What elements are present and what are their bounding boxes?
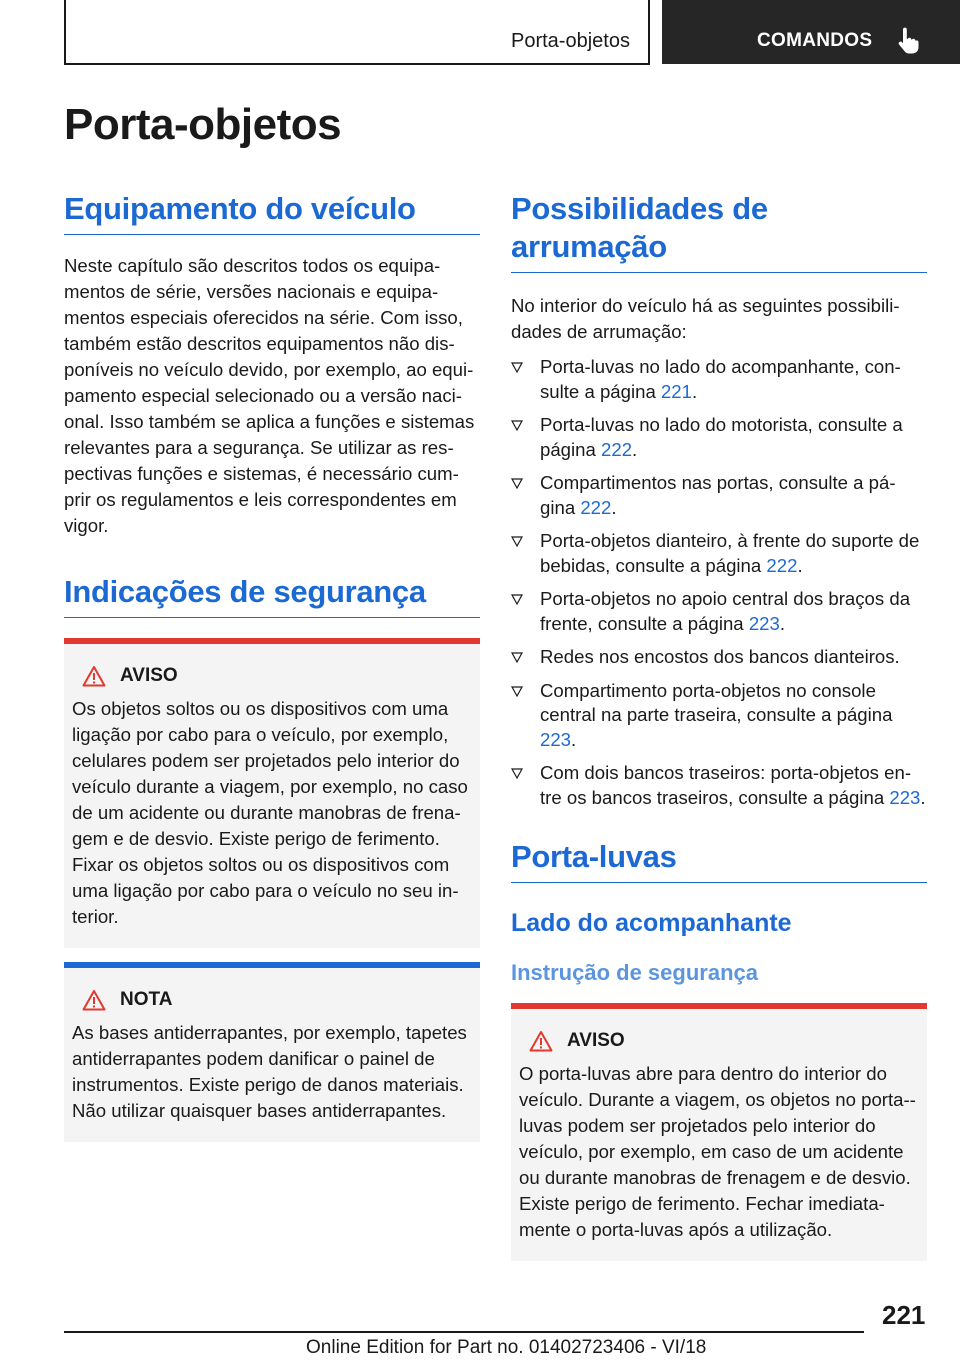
glovebox-warning-label: AVISO xyxy=(567,1030,625,1051)
page-link[interactable]: 222 xyxy=(766,554,798,576)
list-item: Porta-objetos no apoio central dos braços da frente, consulte a página 223. xyxy=(511,587,927,636)
triangle-bullet-icon xyxy=(511,652,523,663)
page-link[interactable]: 223 xyxy=(540,728,572,750)
header-rule-right xyxy=(648,0,650,64)
pointing-hand-icon xyxy=(897,27,919,55)
warning-triangle-icon xyxy=(82,665,106,687)
header-rule-bottom xyxy=(64,63,650,65)
warning-label: AVISO xyxy=(120,665,178,686)
triangle-bullet-icon xyxy=(511,768,523,779)
heading-safety-notes: Indicações de segurança xyxy=(64,573,480,618)
page-link[interactable]: 221 xyxy=(660,380,692,402)
paragraph-storage-intro: No interior do veículo há as seguintes possibili-dades de arrumação: xyxy=(511,295,900,342)
triangle-bullet-icon xyxy=(511,536,523,547)
list-item: Porta-luvas no lado do acompanhante, con-sulte a página 221. xyxy=(511,355,927,404)
storage-list xyxy=(511,355,927,810)
warning-text: Os objetos soltos ou os dispositivos com uma ligação por cabo para o veículo, por exemplo, celulares podem ser projetados pelo interior do veículo durante a viagem, por exemplo, no caso de um acidente ou durante manobras de frena-gem e de desvio. Existe perigo de ferimento. Fixar os objetos soltos ou os dispositivos com uma ligação por cabo para o veículo no seu in-terior. xyxy=(72,698,468,927)
triangle-bullet-icon xyxy=(511,478,523,489)
triangle-bullet-icon xyxy=(511,362,523,373)
caution-triangle-icon xyxy=(82,989,106,1011)
left-column xyxy=(64,190,480,1142)
footer-edition: Online Edition for Part no. 01402723406 - VI/18 xyxy=(306,1337,707,1358)
note-text: As bases antiderrapantes, por exemplo, tapetes antiderrapantes podem danificar o painel de instrumentos. Existe perigo de danos materiais. Não utilizar quaisquer bases antiderrapantes. xyxy=(72,1022,467,1121)
warning-triangle-icon xyxy=(529,1030,553,1052)
warning-header xyxy=(72,662,472,690)
heading-storage-options: Possibilidades de arrumação xyxy=(511,190,927,273)
heading-glovebox: Porta-luvas xyxy=(511,838,927,883)
list-item: Redes nos encostos dos bancos dianteiros. xyxy=(511,645,927,670)
heading-passenger-side: Lado do acompanhante xyxy=(511,909,792,937)
page-link[interactable]: 222 xyxy=(580,496,612,518)
footer-rule xyxy=(64,1331,864,1333)
list-item: Porta-objetos dianteiro, à frente do suporte de bebidas, consulte a página 222. xyxy=(511,529,927,578)
triangle-bullet-icon xyxy=(511,594,523,605)
note-box xyxy=(64,962,480,1142)
note-label: NOTA xyxy=(120,989,173,1010)
triangle-bullet-icon xyxy=(511,686,523,697)
glovebox-warning-text: O porta-luvas abre para dentro do interior do veículo. Durante a viagem, os objetos no porta--luvas podem ser projetados pelo interior do veículo, por exemplo, em caso de um acidente ou durante manobras de frenagem e de desvio. Existe perigo de ferimento. Fechar imediata-mente o porta-luvas após a utilização. xyxy=(519,1063,916,1240)
paragraph-vehicle-equipment: Neste capítulo são descritos todos os equipa-mentos de série, versões nacionais e equipa-mentos especiais oferecidos na série. Com isso, também estão descritos equipamentos não dis-poníveis no veículo devido, por exemplo, ao equi-pamento especial selecionado ou a versão naci-onal. Isso também se aplica a funções e sistemas relevantes para a segurança. Se utilizar as res-pectivas funções e sistemas, é necessário cum-prir os regulamentos e leis correspondentes em vigor. xyxy=(64,255,475,536)
list-item: Compartimento porta-objetos no console central na parte traseira, consulte a página 223. xyxy=(511,679,927,753)
note-header xyxy=(72,986,472,1014)
glovebox-warning-header xyxy=(519,1027,919,1055)
list-item: Compartimentos nas portas, consulte a pá-gina 222. xyxy=(511,471,927,520)
page-link[interactable]: 223 xyxy=(748,612,780,634)
page-link[interactable]: 222 xyxy=(601,438,633,460)
page-title: Porta-objetos xyxy=(64,100,342,149)
heading-safety-instruction: Instrução de segurança xyxy=(511,960,758,985)
list-item: Porta-luvas no lado do motorista, consulte a página 222. xyxy=(511,413,927,462)
header-rule-left xyxy=(64,0,66,64)
page-number: 221 xyxy=(882,1300,926,1330)
page-link[interactable]: 223 xyxy=(889,786,921,808)
warning-box xyxy=(64,638,480,948)
list-item: Com dois bancos traseiros: porta-objetos en-tre os bancos traseiros, consulte a página 223. xyxy=(511,761,927,810)
triangle-bullet-icon xyxy=(511,420,523,431)
heading-vehicle-equipment: Equipamento do veículo xyxy=(64,190,480,235)
header-section-title: Porta-objetos xyxy=(511,30,630,52)
header-chapter-label[interactable]: COMANDOS xyxy=(757,30,873,51)
glovebox-warning-box xyxy=(511,1003,927,1261)
right-column xyxy=(511,190,927,1261)
